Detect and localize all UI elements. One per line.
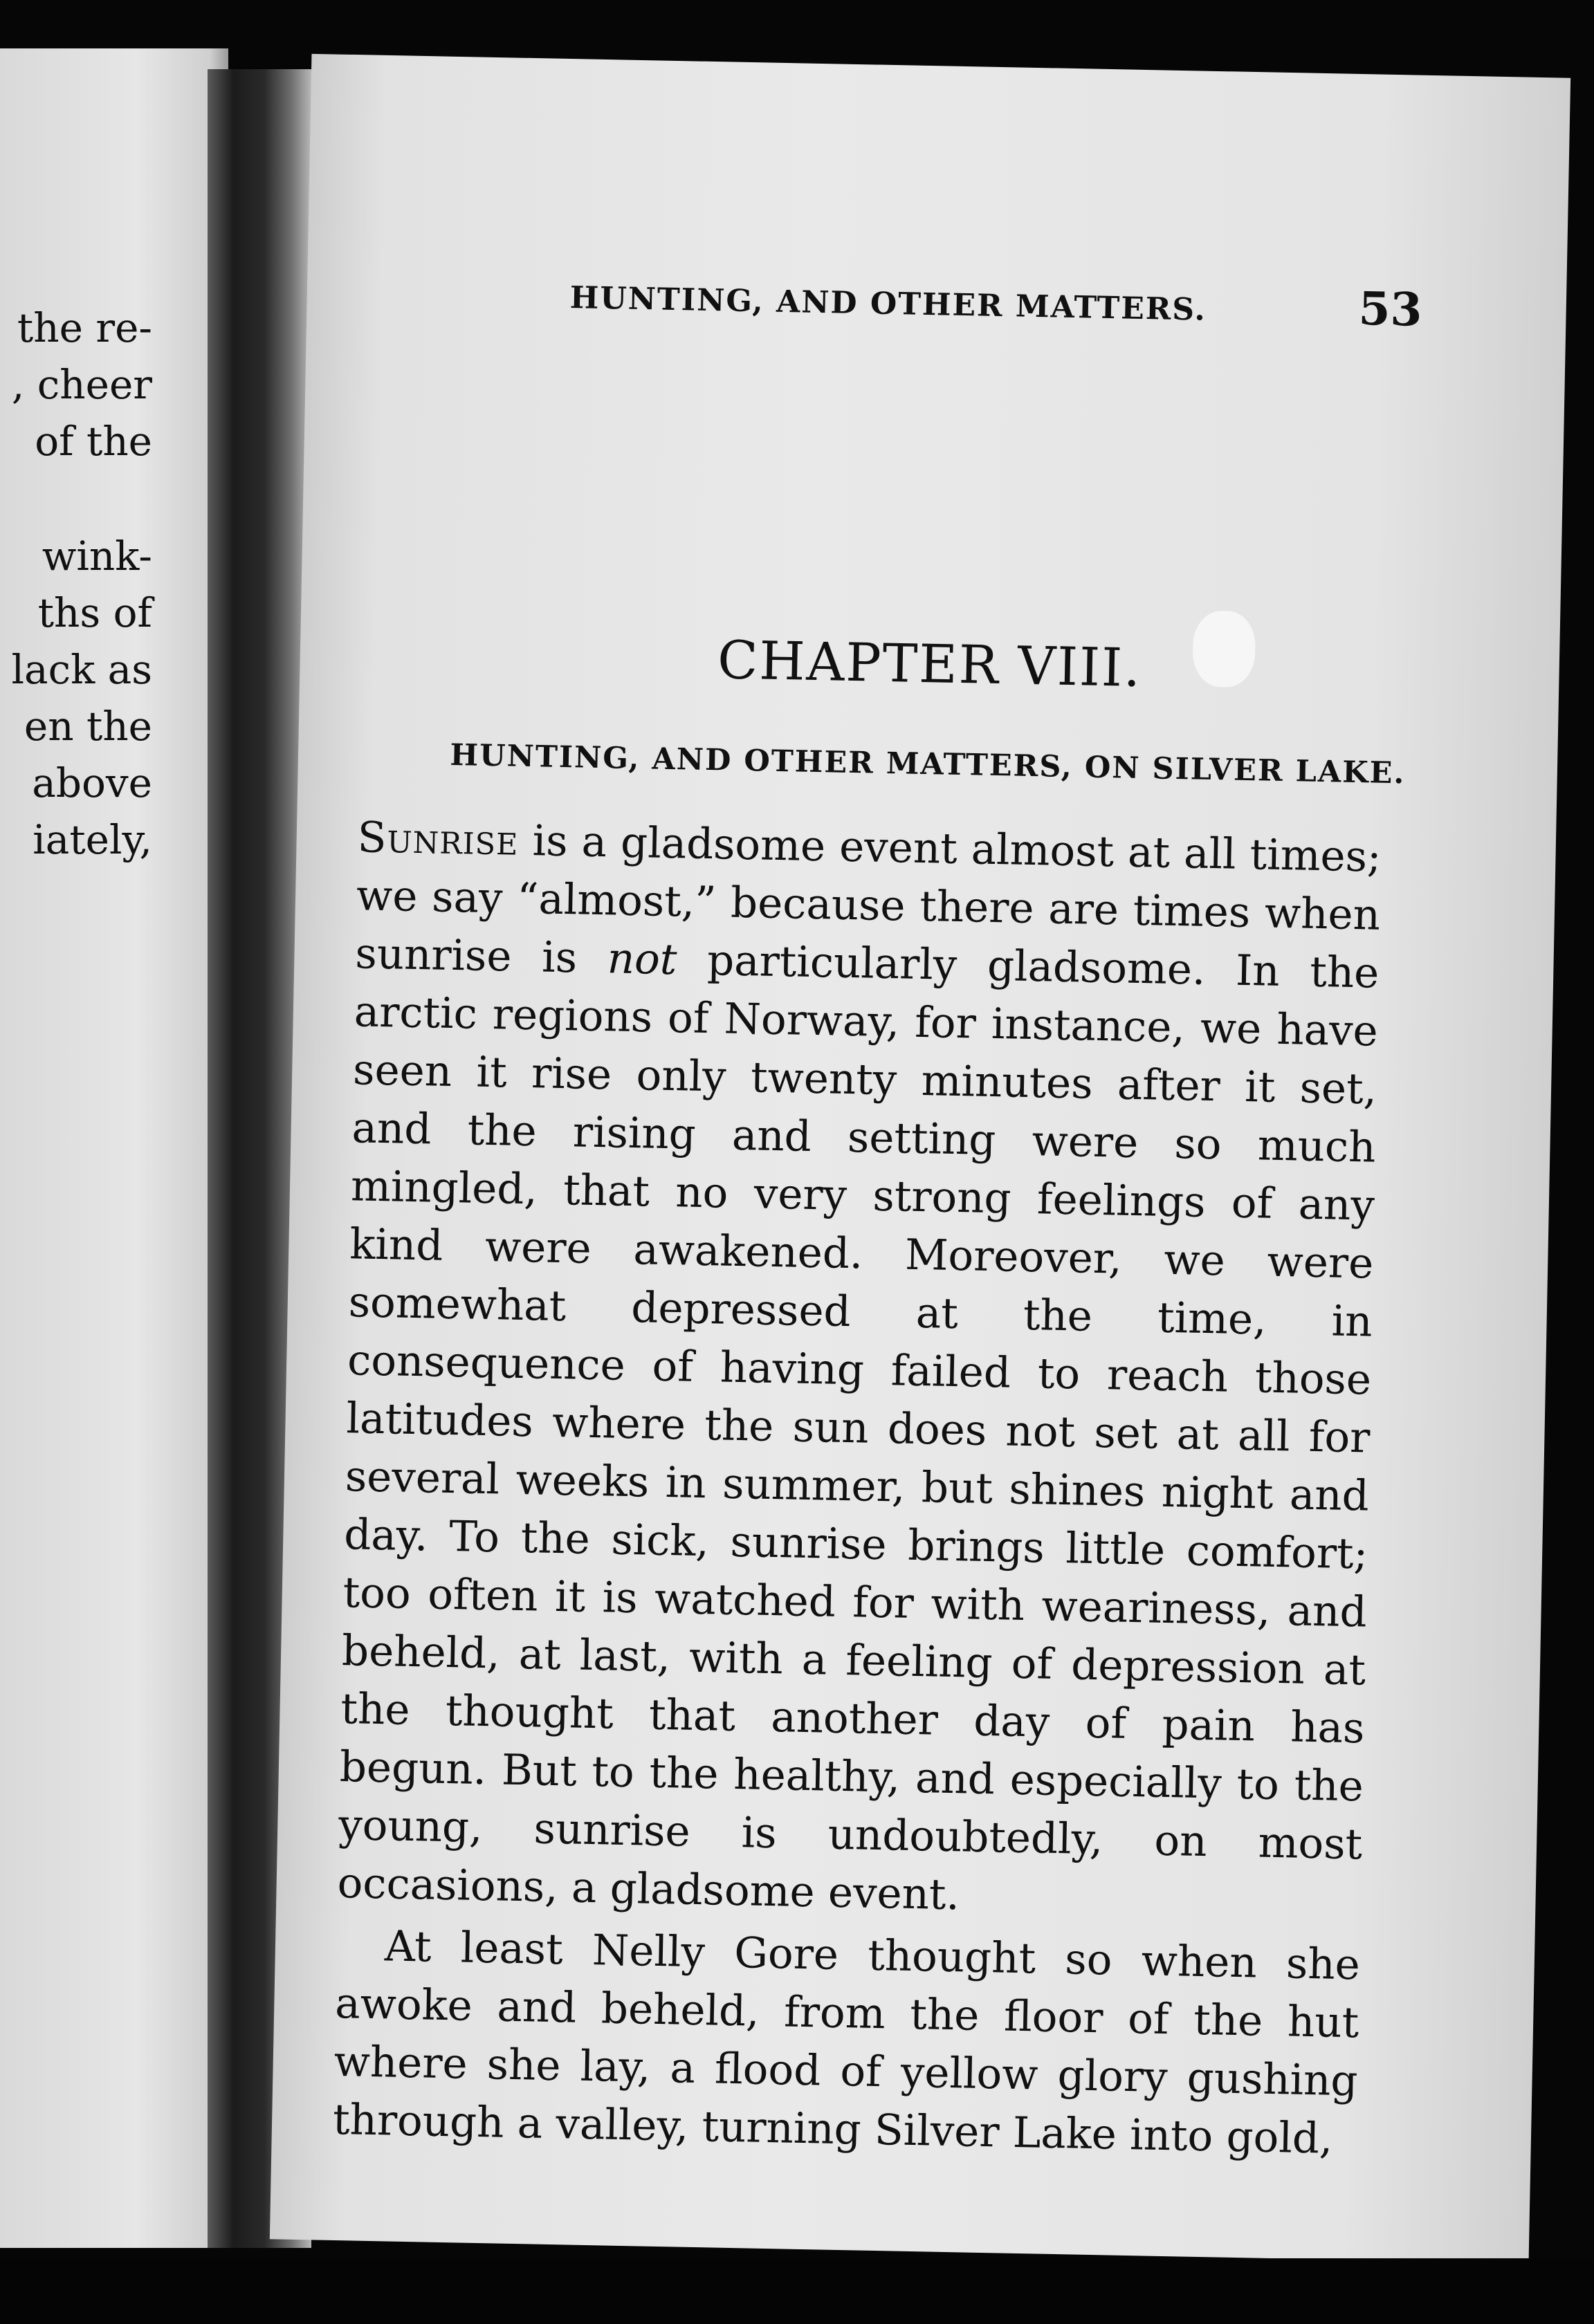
left-line-2: , cheer	[11, 361, 152, 408]
left-line-6: lack as	[11, 646, 152, 693]
scan-bottom-border	[0, 2258, 1594, 2324]
page-number: 53	[1357, 281, 1423, 337]
left-page-fragment	[0, 48, 228, 2248]
paragraph-2: At least Nelly Gore thought so when she awoke and beheld, from the floor of the hut where she lay, a flood of yellow glory gushing through a valley, turning Silver Lake into gold,	[332, 1921, 1361, 2164]
drop-lead-word: Sunrise	[357, 813, 520, 865]
left-line-3: of the	[35, 418, 152, 465]
left-line-1: the re-	[17, 304, 152, 351]
paragraph-1-part-a: is a gladsome event almost at all times; we say “almost,” because there are times when sunrise is	[354, 815, 1382, 984]
chapter-subtitle: HUNTING, AND OTHER MATTERS, ON SILVER LAKE.	[450, 737, 1406, 791]
running-head: HUNTING, AND OTHER MATTERS.	[569, 280, 1207, 328]
body-text	[332, 809, 1382, 2168]
left-line-8: above	[32, 759, 152, 806]
left-line-4: wink-	[42, 533, 152, 580]
left-line-7: en the	[24, 703, 152, 750]
emphasis-not: not	[607, 934, 678, 985]
chapter-title: CHAPTER VIII.	[717, 629, 1143, 699]
left-line-9: iately,	[33, 816, 152, 863]
right-page	[270, 54, 1570, 2263]
paragraph-1-part-b: particularly gladsome. In the arctic regions of Norway, for instance, we have seen it rise only twenty minutes after it set, and the rising and setting were so much mingled, that no very strong feelings of any kind were awakened. Moreover, we were somewhat depressed at the time, in consequence of having failed to reach those latitudes where the sun does not set at all for several weeks in summer, but shines night and day. To the sick, sunrise brings little comfort; too often it is watched for with weariness, and beheld, at last, with a feeling of depression at the thought that another day of pain has begun. But to the healthy, and especially to the young, sunrise is undoubtedly, on most occasions, a gladsome event.	[337, 935, 1380, 1920]
left-line-5: ths of	[37, 589, 152, 636]
paragraph-1	[337, 809, 1382, 1932]
